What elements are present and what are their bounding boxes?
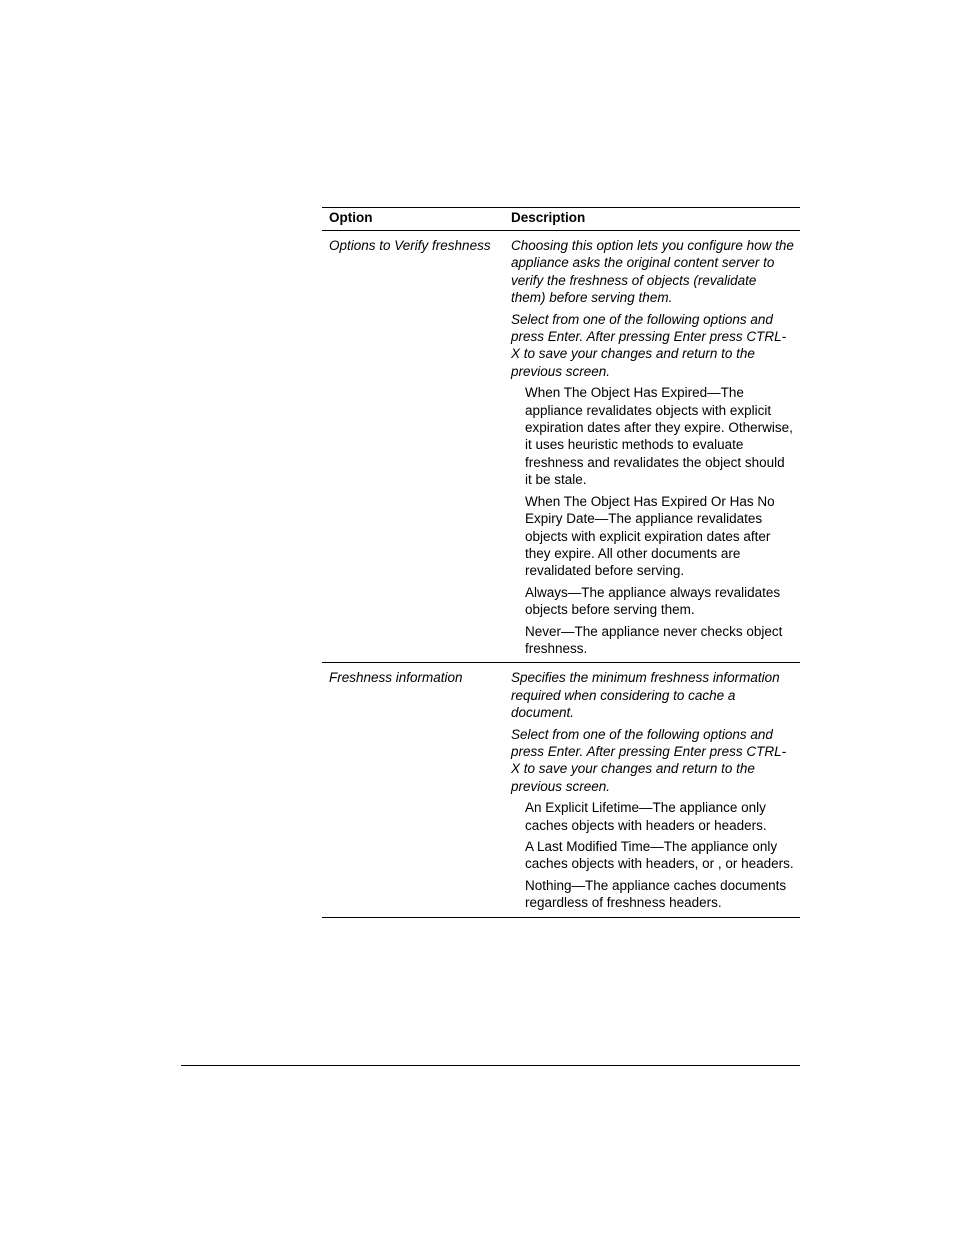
table-row [322,231,800,662]
option-choice: When The Object Has Expired—The appliance revalidates objects with explicit expiration dates after they expire. Otherwise, it uses heuristic methods to evaluate freshness and revalidates the object should it be stale. [525,385,793,488]
description-paragraph: Choosing this option lets you configure how the appliance asks the original content server to verify the freshness of objects (revalidate them) before serving them. [511,238,794,306]
table-row [322,662,800,916]
column-header-description: Description [511,210,586,225]
column-header-option: Option [329,210,373,225]
option-name: Freshness information [329,670,463,686]
option-description [504,231,800,662]
option-choice: A Last Modified Time—The appliance only caches objects with headers, or , or headers. [525,839,794,872]
option-choice: Always—The appliance always revalidates objects before serving them. [525,584,781,618]
option-choice: When The Object Has Expired Or Has No Expiry Date—The appliance revalidates objects with explicit expiration dates after they expire. All other documents are revalidated before serving. [525,493,775,579]
description-paragraph: Select from one of the following options and press Enter. After pressing Enter press CTRL-X to save your changes and return to the previous screen. [511,311,787,379]
option-description [504,663,800,916]
option-choice: Nothing—The appliance caches documents regardless of freshness headers. [525,877,787,911]
option-name: Options to Verify freshness [329,238,491,253]
table-header [322,208,800,231]
option-choice: An Explicit Lifetime—The appliance only caches objects with headers or headers. [525,800,767,833]
description-paragraph: Select from one of the following options and press Enter. After pressing Enter press CTRL-X to save your changes and return to the previous screen. [511,726,787,794]
option-choice: Never—The appliance never checks object freshness. [525,623,783,656]
footer-divider [181,1065,800,1066]
options-table [322,207,800,918]
description-paragraph: Specifies the minimum freshness information required when considering to cache a document. [511,670,780,721]
